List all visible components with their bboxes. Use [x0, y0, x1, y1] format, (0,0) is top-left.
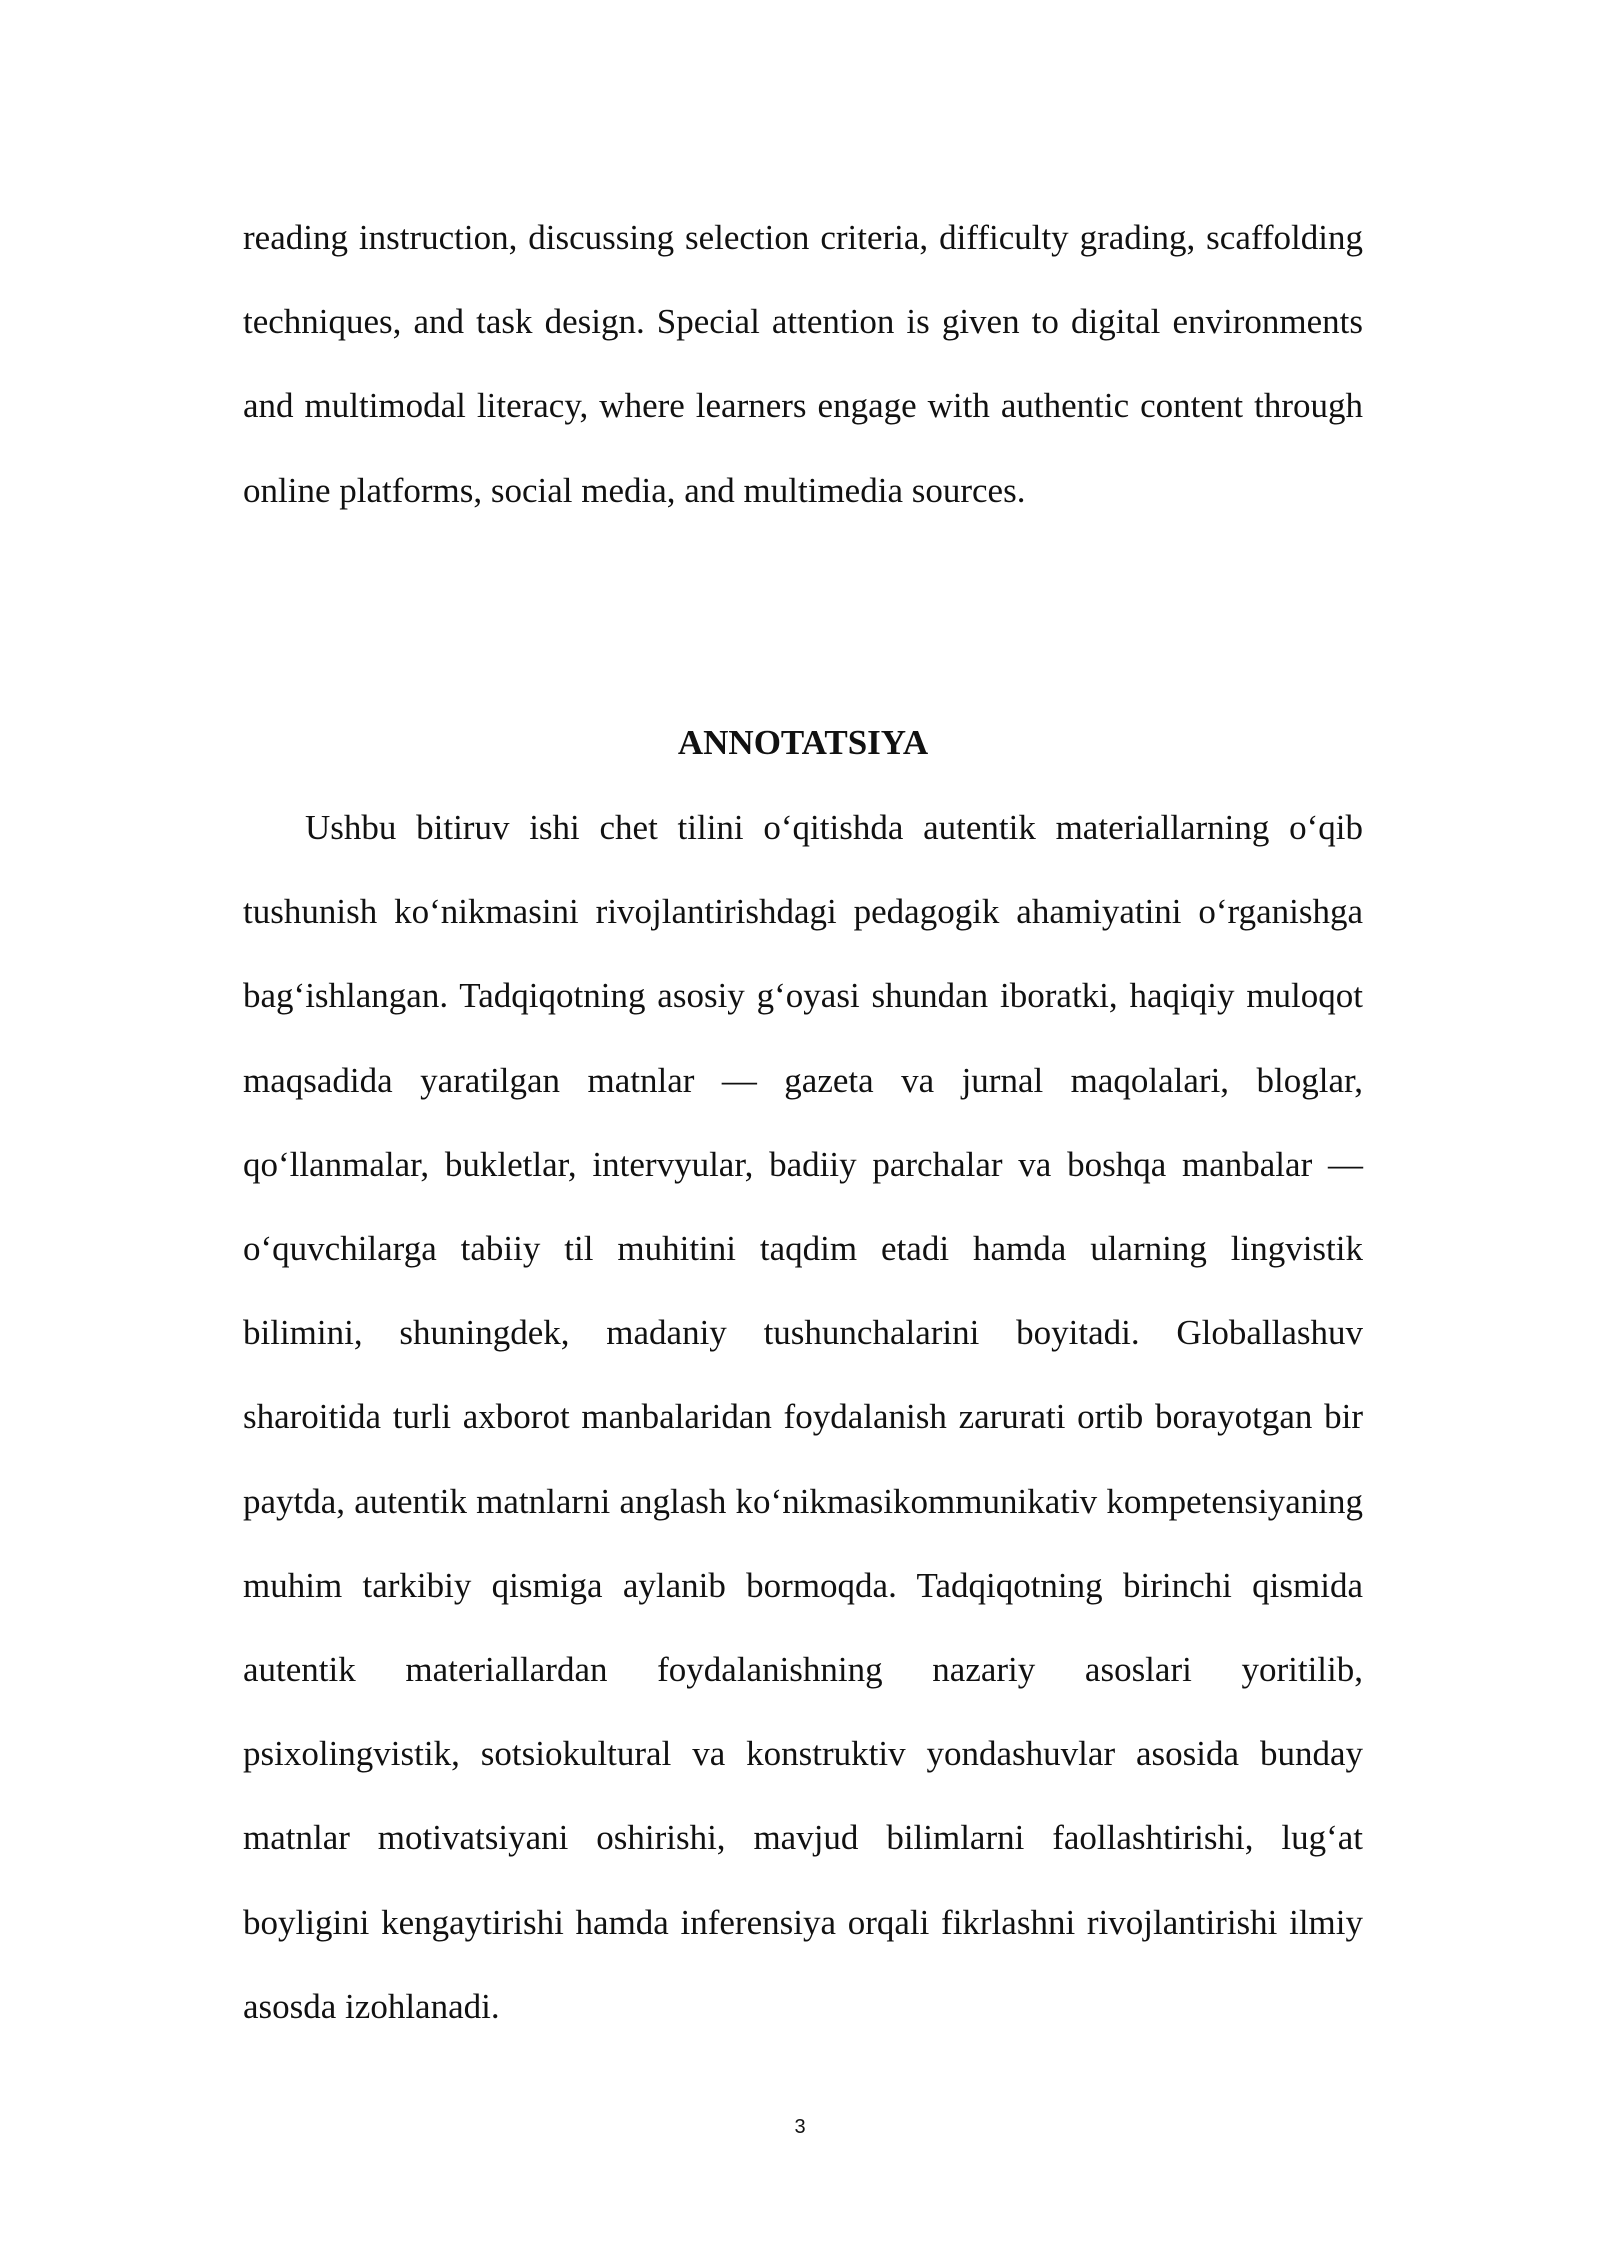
annotation-paragraph: Ushbu bitiruv ishi chet tilini o‘qitishda autentik materiallarning o‘qib tushunish ko‘nikmasini rivojlantirishdagi pedagogik ahamiyatini o‘rganishga bag‘ishlangan. Tadqiqotning asosiy g‘oyasi shundan iboratki, haqiqiy muloqot maqsadida yaratilgan matnlar — gazeta va jurnal maqolalari, bloglar, qo‘llanmalar, bukletlar, intervyular, badiiy parchalar va boshqa manbalar — o‘quvchilarga tabiiy til muhitini taqdim etadi hamda ularning lingvistik bilimini, shuningdek, madaniy tushunchalarini boyitadi. Globallashuv sharoitida turli axborot manbalaridan foydalanish zarurati ortib borayotgan bir paytda, autentik matnlarni anglash ko‘nikmasikommunikativ kompetensiyaning muhim tarkibiy qismiga aylanib bormoqda. Tadqiqotning birinchi qismida autentik materiallardan foydalanishning nazariy asoslari yoritilib, psixolingvistik, sotsiokultural va konstruktiv yondashuvlar asosida bunday matnlar motivatsiyani oshirishi, mavjud bilimlarni faollashtirishi, lug‘at boyligini kengaytirishi hamda inferensiya orqali fikrlashni rivojlantirishi ilmiy asosda izohlanadi. — [243, 808, 1363, 2026]
section-heading-annotatsiya: ANNOTATSIYA — [677, 723, 929, 762]
page-number: 3 — [794, 2116, 806, 2138]
continued-paragraph: reading instruction, discussing selection criteria, difficulty grading, scaffolding techniques, and task design. Special attention is given to digital environments and multimodal literacy, where learners engage with authentic content through online platforms, social media, and multimedia sources. — [243, 218, 1363, 510]
